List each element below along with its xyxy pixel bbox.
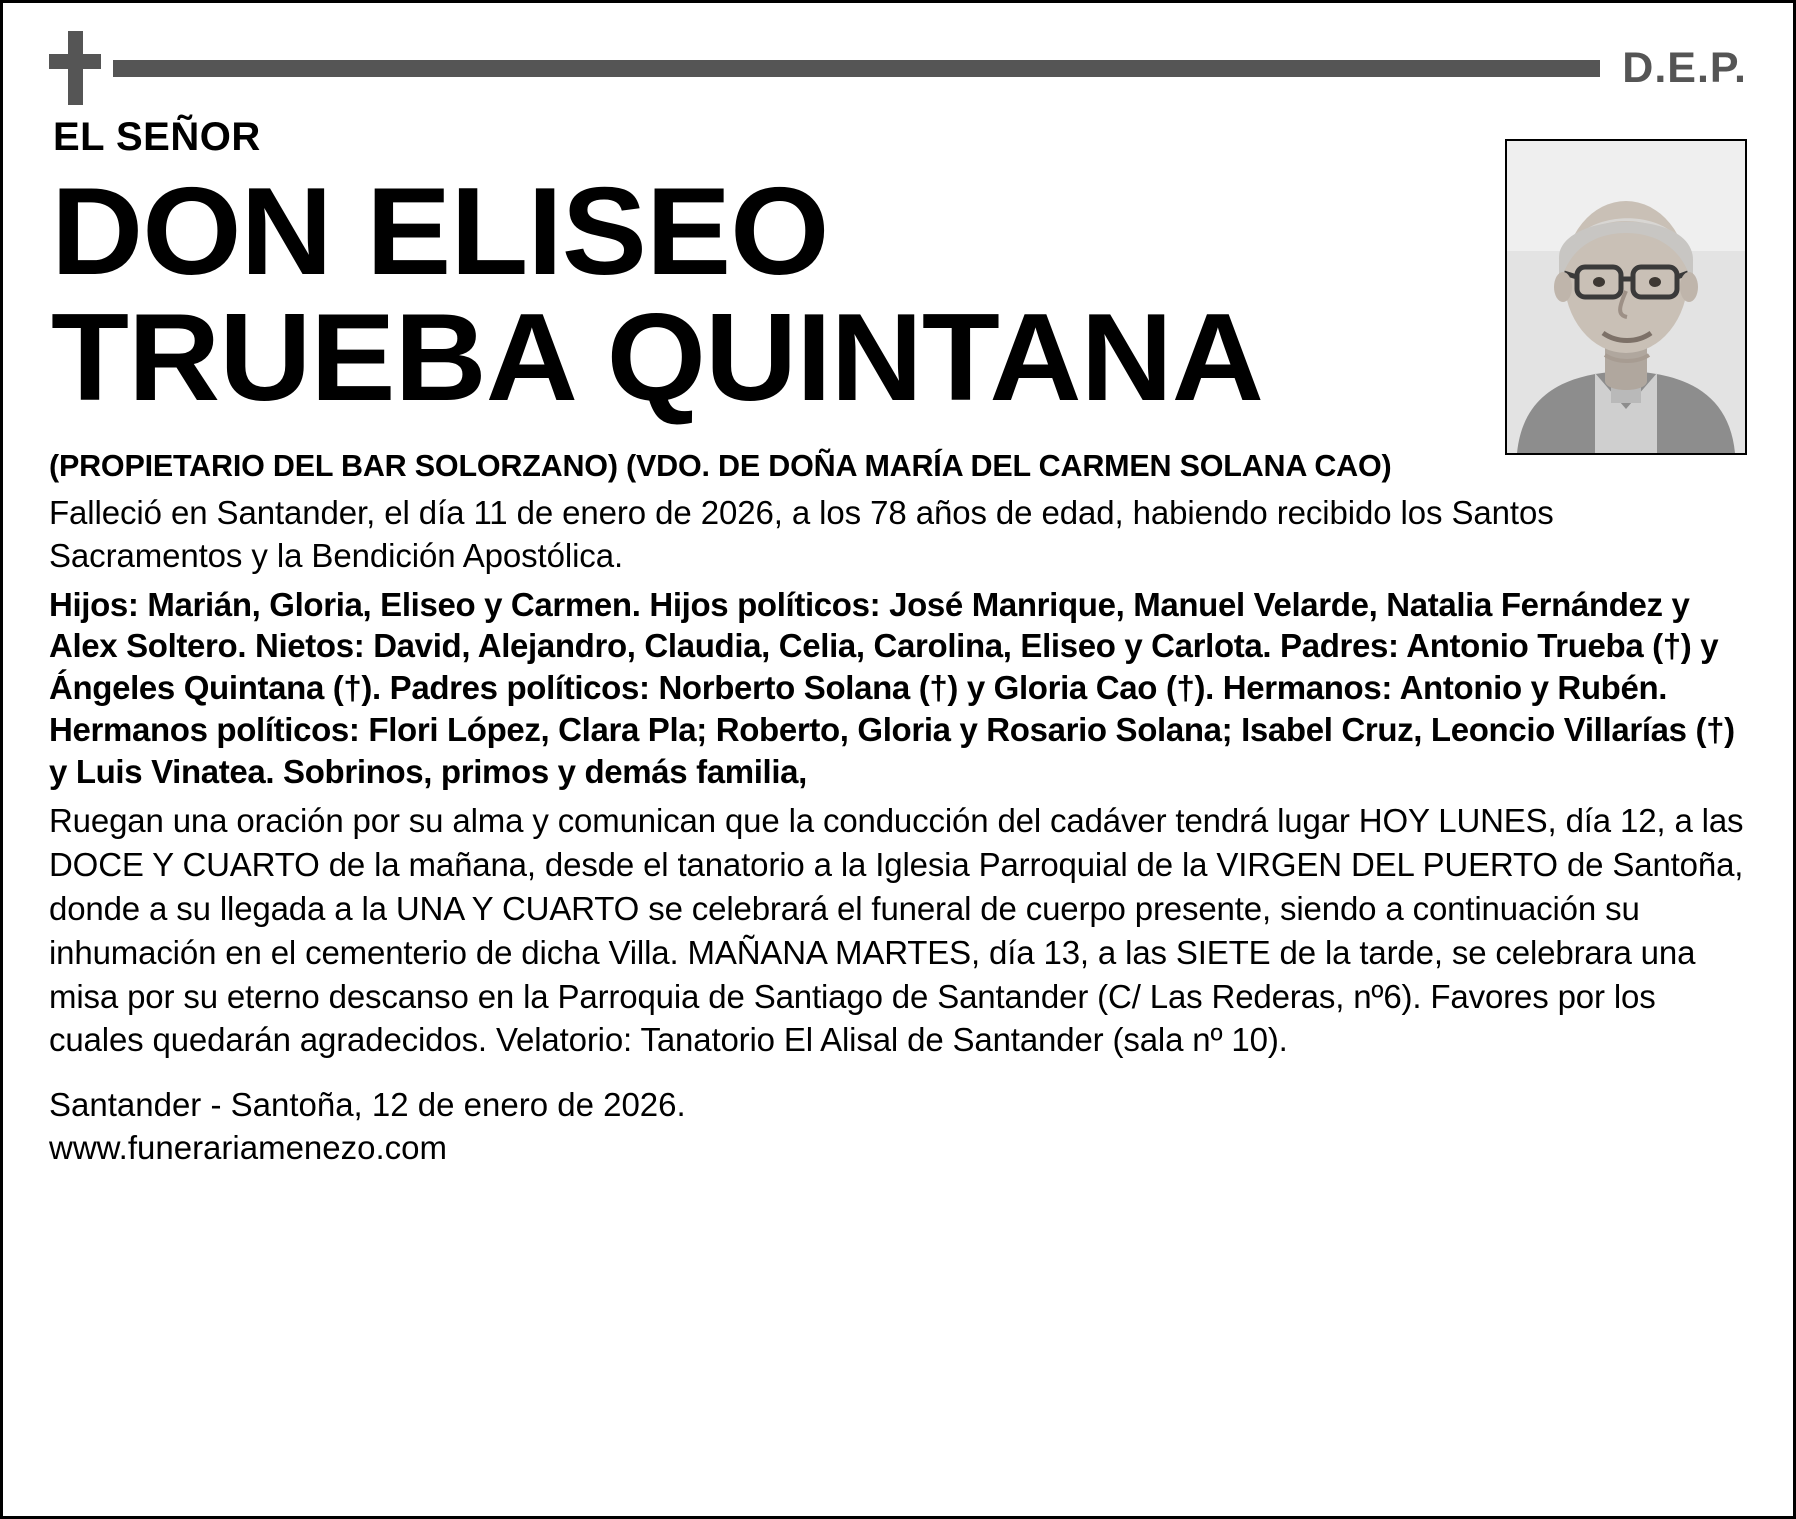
honorific-label: EL SEÑOR [53, 115, 261, 159]
service-details-paragraph: Ruegan una oración por su alma y comunican que la conducción del cadáver tendrá lugar HOY LUNES, día 12, a las DOCE Y CUARTO de la mañana, desde el tanatorio a la Iglesia Parroquial de la VIRGEN DEL PUERTO de Santoña, donde a su llegada a la UNA Y CUARTO se celebrará el funeral de cuerpo presente, siendo a continuación su inhumación en el cementerio de dicha Villa. MAÑANA MARTES, día 13, a las SIETE de la tarde, se celebrara una misa por su eterno descanso en la Parroquia de Santiago de Santander (C/ Las Rederas, nº6). Favores por los cuales quedarán agradecidos. Velatorio: Tanatorio El Alisal de Santander (sala nº 10). [49, 802, 1744, 1059]
dep-label: D.E.P. [1622, 43, 1747, 92]
headline-area [49, 115, 1747, 428]
deceased-name-line-1: DON ELISEO [51, 163, 829, 301]
portrait-illustration [1507, 141, 1745, 453]
header-rule [113, 60, 1600, 77]
deceased-name-line-2: TRUEBA QUINTANA [51, 289, 1263, 428]
website-link[interactable]: www.funerariamenezo.com [49, 1129, 447, 1167]
place-and-date: Santander - Santoña, 12 de enero de 2026. [49, 1086, 686, 1124]
portrait-photo [1505, 139, 1747, 455]
deceased-name [51, 163, 1524, 428]
footer-block [49, 1084, 1747, 1170]
occupation-and-spouse-line: (PROPIETARIO DEL BAR SOLORZANO) (VDO. DE DOÑA MARÍA DEL CARMEN SOLANA CAO) [49, 448, 1392, 483]
top-band [49, 29, 1747, 107]
family-list-paragraph: Hijos: Marián, Gloria, Eliseo y Carmen. Hijos políticos: José Manrique, Manuel Velarde, Natalia Fernández y Alex Soltero. Nietos: David, Alejandro, Claudia, Celia, Carolina, Eliseo y Carlota. Padres: Antonio Trueba (†) y Ángeles Quintana (†). Padres políticos: Norberto Solana (†) y Gloria Cao (†). Hermanos: Antonio y Rubén. Hermanos políticos: Flori López, Clara Pla; Roberto, Gloria y Rosario Solana; Isabel Cruz, Leoncio Villarías (†) y Luis Vinatea. Sobrinos, primos y demás familia, [49, 585, 1735, 791]
cross-icon [49, 31, 101, 105]
death-details-paragraph: Falleció en Santander, el día 11 de enero de 2026, a los 78 años de edad, habiendo recibido los Santos Sacramentos y la Bendición Apostólica. [49, 494, 1554, 575]
